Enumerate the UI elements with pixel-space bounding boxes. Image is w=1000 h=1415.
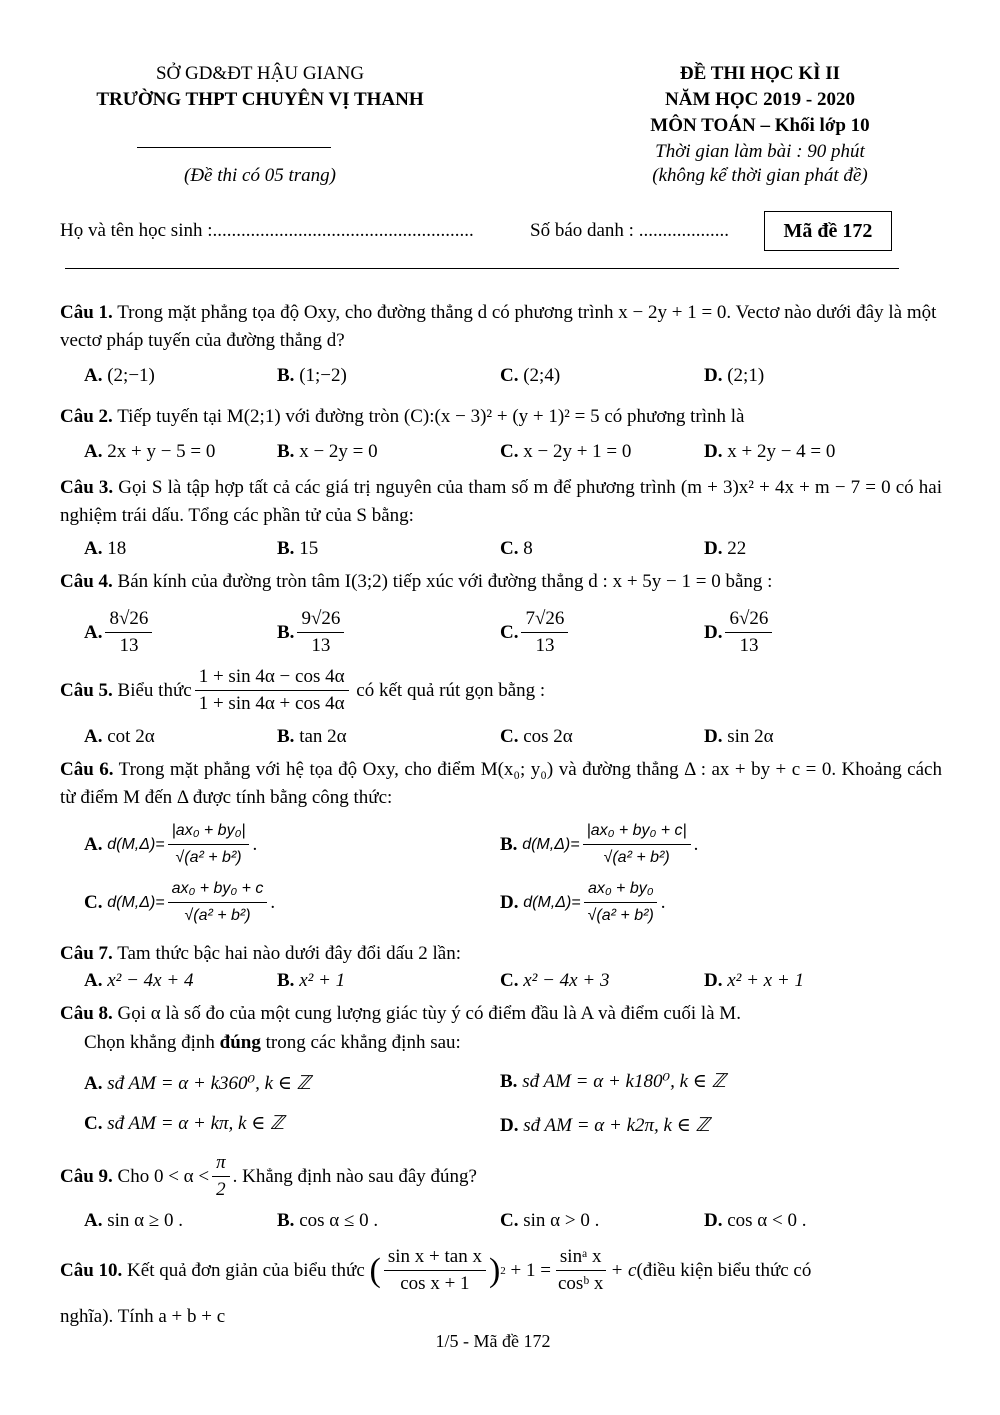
question-label: Câu 3.	[60, 477, 114, 498]
candidate-number-field: Số báo danh : ...................	[530, 220, 729, 241]
q3-option-d: D. 22	[704, 538, 747, 559]
q3-option-c: C. 8	[500, 538, 533, 559]
q2-option-d: D. x + 2y − 4 = 0	[704, 441, 836, 462]
school-year: NĂM HỌC 2019 - 2020	[665, 89, 855, 110]
q1-option-b: B. (1;−2)	[277, 365, 347, 386]
exam-title: ĐỀ THI HỌC KÌ II	[679, 63, 841, 84]
question-label: Câu 2.	[60, 406, 113, 427]
header-rule-left	[137, 147, 331, 148]
pi-over-2-fraction: $\frac{\pi}{2}$	[212, 1152, 230, 1201]
q5-option-d: D. sin 2α	[704, 726, 774, 747]
question-text-2: . Khẳng định nào sau đây đúng?	[232, 1165, 477, 1187]
question-text: Trong mặt phẳng tọa độ Oxy, cho đường thẳng d có phương trình x − 2y + 1 = 0. Vectơ nào dưới đây là một vectơ pháp tuyến của đường thẳng d?	[60, 302, 937, 351]
q1-option-c: C. (2;4)	[500, 365, 561, 386]
question-8-line-2: Chọn khẳng định đúng trong các khẳng định sau:	[84, 1032, 461, 1053]
q7-option-c: C. x² − 4x + 3	[500, 970, 610, 991]
q5-option-b: B. tan 2α	[277, 726, 347, 747]
q6-option-d: D. d(M,Δ)= $\frac{\text{ax₀ + by₀}}{\text{√(a² + b²)}}$ .	[500, 880, 666, 924]
q4-option-d: D. $\frac{6√26}{13}$	[704, 608, 775, 657]
q8-option-b: B. sđ AM = α + k180⁰, k ∈ ℤ	[500, 1071, 726, 1092]
question-text: Tiếp tuyến tại M(2;1) với đường tròn (C):(x − 3)² + (y + 1)² = 5 có phương trình là	[117, 406, 745, 427]
q9-option-d: D. cos α < 0 .	[704, 1210, 807, 1231]
q9-option-c: C. sin α > 0 .	[500, 1210, 600, 1231]
q7-option-b: B. x² + 1	[277, 970, 346, 991]
result-fraction: $\frac{\text{sinᵃ x}}{\text{cosᵇ x}}$	[554, 1246, 607, 1295]
q3-option-b: B. 15	[277, 538, 319, 559]
question-text-2: có kết quả rút gọn bằng :	[356, 679, 546, 701]
question-10: Câu 10. Kết quả đơn giản của biểu thức ( $\frac{\text{sin x + tan x}}{\text{cos x + 1}}$ ) 2 + 1 = $\frac{\text{sinᵃ x}}{\text{cosᵇ x}}$ + c (điều kiện biểu thức có	[60, 1246, 812, 1294]
question-text: Trong mặt phẳng với hệ tọa độ Oxy, cho điểm M(x₀; y₀) và đường thẳng Δ : ax + by + c = 0. Khoảng cách từ điểm M đến Δ được tính bằng công thức:	[60, 759, 942, 808]
q8-option-d: D. sđ AM = α + k2π, k ∈ ℤ	[500, 1115, 710, 1136]
q2-option-c: C. x − 2y + 1 = 0	[500, 441, 632, 462]
exam-code: Mã đề 172	[783, 219, 873, 242]
student-name-field: Họ và tên học sinh :.......................................................	[60, 220, 474, 241]
q6-option-b: B. d(M,Δ)= $\frac{\text{|ax₀ + by₀ + c|}}{\text{√(a² + b²)}}$ .	[500, 822, 699, 866]
question-text: Kết quả đơn giản của biểu thức	[127, 1259, 365, 1281]
question-label: Câu 8.	[60, 1003, 113, 1024]
question-7	[60, 940, 942, 968]
question-label: Câu 5.	[60, 679, 113, 701]
q4-option-a: A. $\frac{8√26}{13}$	[84, 608, 155, 657]
question-label: Câu 9.	[60, 1165, 113, 1187]
q2-option-b: B. x − 2y = 0	[277, 441, 378, 462]
q5-option-c: C. cos 2α	[500, 726, 573, 747]
q6-option-c: C. d(M,Δ)= $\frac{\text{ax₀ + by₀ + c}}{\text{√(a² + b²)}}$ .	[84, 880, 276, 924]
expression-fraction: $\frac{\text{sin x + tan x}}{\text{cos x + 1}}$	[384, 1246, 486, 1295]
question-2	[60, 403, 942, 431]
question-1	[60, 299, 942, 355]
q8-option-c: C. sđ AM = α + kπ, k ∈ ℤ	[84, 1113, 285, 1134]
question-8	[60, 1000, 942, 1028]
page-footer: 1/5 - Mã đề 172	[435, 1331, 551, 1351]
q4-option-c: C. $\frac{7√26}{13}$	[500, 608, 571, 657]
q6-option-a: A. d(M,Δ)= $\frac{\text{|ax₀ + by₀|}}{\text{√(a² + b²)}}$ .	[84, 822, 258, 866]
q1-option-d: D. (2;1)	[704, 365, 765, 386]
question-3	[60, 474, 942, 530]
question-label: Câu 7.	[60, 943, 113, 964]
q7-option-d: D. x² + x + 1	[704, 970, 804, 991]
page-count-note: (Đề thi có 05 trang)	[184, 165, 336, 186]
question-text: Tam thức bậc hai nào dưới đây đổi dấu 2 lần:	[117, 943, 461, 964]
school-name: TRƯỜNG THPT CHUYÊN VỊ THANH	[96, 89, 424, 110]
q7-option-a: A. x² − 4x + 4	[84, 970, 194, 991]
question-text: Gọi S là tập hợp tất cả các giá trị nguyên của tham số m để phương trình (m + 3)x² + 4x + m − 7 = 0 có hai nghiệm trái dấu. Tổng các phần tử của S bằng:	[60, 477, 943, 526]
question-text: Gọi α là số đo của một cung lượng giác tùy ý có điểm đầu là A và điểm cuối là M.	[117, 1003, 741, 1024]
question-label: Câu 6.	[60, 759, 114, 780]
question-5	[60, 666, 942, 715]
question-label: Câu 10.	[60, 1259, 123, 1281]
q3-option-a: A. 18	[84, 538, 127, 559]
header-separator	[65, 268, 899, 269]
q9-option-a: A. sin α ≥ 0 .	[84, 1210, 184, 1231]
q5-option-a: A. cot 2α	[84, 726, 155, 747]
time-note: (không kể thời gian phát đề)	[652, 165, 868, 186]
question-text: Biểu thức	[117, 679, 192, 701]
question-text-2: (điều kiện biểu thức có	[636, 1259, 812, 1281]
exam-code-box	[764, 211, 892, 251]
subject-grade: MÔN TOÁN – Khối lớp 10	[650, 115, 870, 136]
q8-option-a: A. sđ AM = α + k360⁰, k ∈ ℤ	[84, 1073, 311, 1094]
question-4	[60, 568, 942, 596]
q1-option-a: A. (2;−1)	[84, 365, 155, 386]
question-9	[60, 1152, 942, 1201]
time-allowed: Thời gian làm bài : 90 phút	[655, 141, 865, 162]
q2-option-a: A. 2x + y − 5 = 0	[84, 441, 216, 462]
question-text: Cho 0 < α <	[117, 1165, 210, 1187]
expression-fraction: $\frac{1 + \sin 4\alpha - \cos 4\alpha}{1 + \sin 4\alpha + \cos 4\alpha}$	[195, 666, 349, 715]
question-10-line-2: nghĩa). Tính a + b + c	[60, 1306, 226, 1327]
question-label: Câu 4.	[60, 571, 113, 592]
department-name: SỞ GD&ĐT HẬU GIANG	[155, 63, 365, 84]
question-text: Bán kính của đường tròn tâm I(3;2) tiếp xúc với đường thẳng d : x + 5y − 1 = 0 bằng :	[117, 571, 773, 592]
question-6	[60, 756, 942, 812]
question-label: Câu 1.	[60, 302, 113, 323]
q4-option-b: B. $\frac{9√26}{13}$	[277, 608, 347, 657]
q9-option-b: B. cos α ≤ 0 .	[277, 1210, 379, 1231]
